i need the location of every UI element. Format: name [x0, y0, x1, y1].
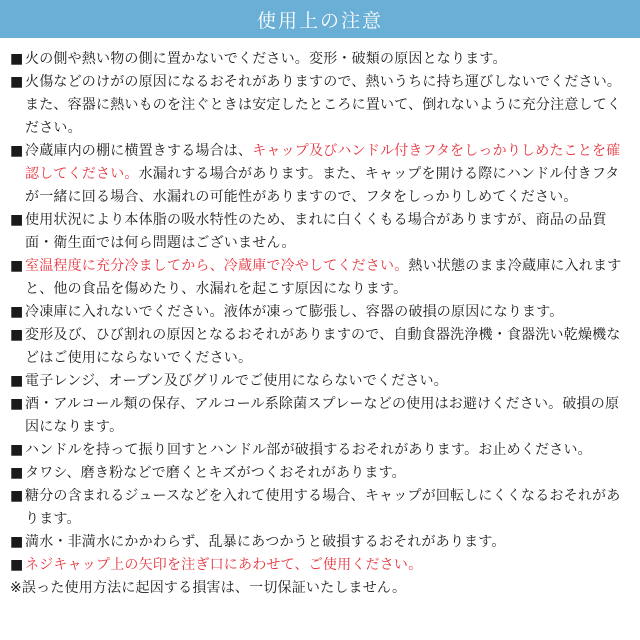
- bullet-mark: ■: [10, 74, 24, 90]
- bullet-mark: ■: [10, 396, 24, 412]
- caution-text: 冷蔵庫内の棚に横置きする場合は、: [25, 143, 253, 159]
- caution-item: [10, 531, 630, 554]
- bullet-mark: ■: [10, 212, 24, 228]
- caution-item: [10, 393, 630, 439]
- caution-item: [10, 301, 630, 324]
- caution-item: [10, 554, 630, 577]
- caution-text: 酒・アルコール類の保存、アルコール系除菌スプレーなどの使用はお避けください。破損の原因になります。: [25, 396, 620, 435]
- caution-item: [10, 462, 630, 485]
- caution-text: 使用状況により本体脂の吸水特性のため、まれに白くくもる場合がありますが、商品の品質面・衛生面では何ら問題はございません。: [25, 212, 607, 251]
- caution-text: 火傷などのけがの原因になるおそれがありますので、熱いうちに持ち運びしないでください。また、容器に熱いものを注ぐときは安定したところに置いて、倒れないように充分注意してください。: [25, 74, 622, 136]
- bullet-mark: ■: [10, 143, 24, 159]
- disclaimer-note: ※誤った使用方法に起因する損害は、一切保証いたしません。: [10, 580, 407, 596]
- caution-item: [10, 255, 630, 301]
- bullet-mark: ■: [10, 258, 24, 274]
- bullet-mark: ■: [10, 465, 24, 481]
- bullet-mark: ■: [10, 557, 24, 573]
- caution-warning-text: キャップ及びハンドル付きフタをしっかりしめたことを確認してください。: [25, 143, 621, 182]
- caution-item: [10, 439, 630, 462]
- caution-text: 糖分の含まれるジュースなどを入れて使用する場合、キャップが回転しにくくなるおそれがあります。: [25, 488, 621, 527]
- caution-item: [10, 48, 630, 71]
- caution-warning-text: ネジキャップ上の矢印を注ぎ口にあわせて、ご使用ください。: [25, 557, 423, 573]
- caution-text: 冷凍庫に入れないでください。液体が凍って膨張し、容器の破損の原因になります。: [25, 304, 564, 320]
- caution-text: ハンドルを持って振り回すとハンドル部が破損するおそれがあります。お止めください。: [25, 442, 592, 458]
- caution-item: [10, 370, 630, 393]
- caution-item: [10, 71, 630, 140]
- bullet-mark: ■: [10, 534, 24, 550]
- bullet-mark: ■: [10, 51, 24, 67]
- page-title: 使用上の注意: [256, 9, 383, 32]
- caution-item: [10, 209, 630, 255]
- bullet-mark: ■: [10, 488, 24, 504]
- bullet-mark: ■: [10, 442, 24, 458]
- caution-text: 水漏れする場合があります。また、キャップを開ける際にハンドル付きフタが一緒に回る場合、水漏れの可能性がありますので、フタをしっかりしめてください。: [25, 166, 620, 205]
- bullet-mark: ■: [10, 373, 24, 389]
- header-banner: [0, 0, 640, 38]
- caution-warning-text: 室温程度に充分冷ましてから、冷蔵庫で冷やしてください。: [25, 258, 409, 274]
- caution-text: 熱い状態のまま冷蔵庫に入れますと、他の食品を傷めたり、水漏れを起こす原因になります。: [25, 258, 622, 297]
- caution-text: 変形及び、ひび割れの原因となるおそれがありますので、自動食器洗浄機・食器洗い乾燥機などはご使用にならないでください。: [25, 327, 621, 366]
- caution-text: 電子レンジ、オーブン及びグリルでご使用にならないでください。: [25, 373, 448, 389]
- caution-text: 満水・非満水にかかわらず、乱暴にあつかうと破損するおそれがあります。: [25, 534, 506, 550]
- bullet-mark: ■: [10, 327, 24, 343]
- caution-text: タワシ、磨き粉などで磨くとキズがつくおそれがあります。: [25, 465, 406, 481]
- bullet-mark: ■: [10, 304, 24, 320]
- caution-item: [10, 324, 630, 370]
- caution-item: [10, 485, 630, 531]
- caution-list: [0, 48, 640, 577]
- caution-text: 火の側や熱い物の側に置かないでください。変形・破類の原因となります。: [25, 51, 507, 67]
- caution-item: [10, 140, 630, 209]
